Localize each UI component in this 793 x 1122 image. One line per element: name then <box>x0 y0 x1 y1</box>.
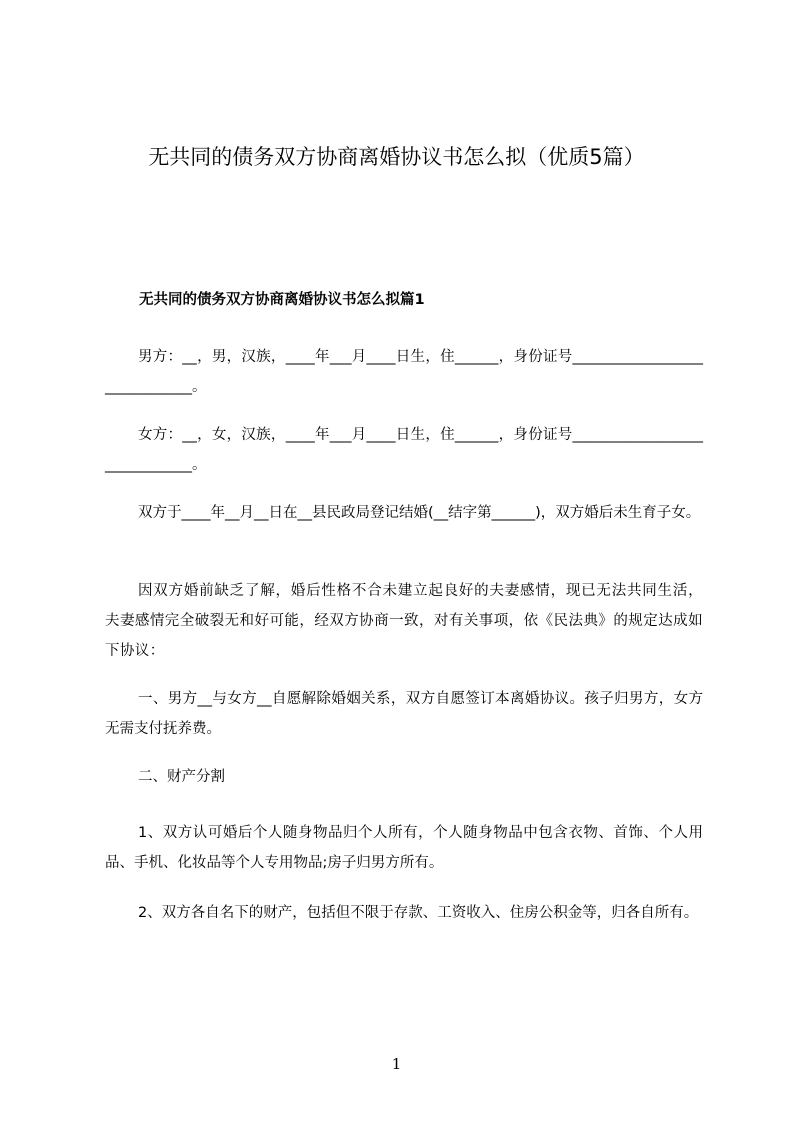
page-number: 1 <box>391 1055 402 1073</box>
paragraph-female-party: 女方：__，女，汉族，____年___月____日生，住______，身份证号______________________________。 <box>105 427 703 473</box>
paragraph-male-party: 男方：__，男，汉族，____年___月____日生，住______，身份证号______________________________。 <box>105 349 703 395</box>
paragraph-clause-one: 一、男方__与女方__自愿解除婚姻关系，双方自愿签订本离婚协议。孩子归男方，女方无需支付抚养费。 <box>105 691 703 737</box>
paragraph-property-item-1: 1、双方认可婚后个人随身物品归个人所有，个人随身物品中包含衣物、首饰、个人用品、手机、化妆品等个人专用物品;房子归男方所有。 <box>105 825 703 871</box>
section-title: 无共同的债务双方协商离婚协议书怎么拟篇1 <box>139 292 425 308</box>
paragraph-property-item-2: 2、双方各自名下的财产，包括但不限于存款、工资收入、住房公积金等，归各自所有。 <box>138 905 699 921</box>
paragraph-marriage-registration: 双方于____年__月__日在__县民政局登记结婚(__结字第______)，双方婚后未生育子女。 <box>138 505 701 521</box>
paragraph-property-heading: 二、财产分割 <box>138 769 225 785</box>
paragraph-divorce-reason: 因双方婚前缺乏了解，婚后性格不合未建立起良好的夫妻感情，现已无法共同生活，夫妻感情完全破裂无和好可能，经双方协商一致，对有关事项，依《民法典》的规定达成如下协议： <box>105 583 703 659</box>
document-title: 无共同的债务双方协商离婚协议书怎么拟（优质5篇） <box>148 145 645 169</box>
